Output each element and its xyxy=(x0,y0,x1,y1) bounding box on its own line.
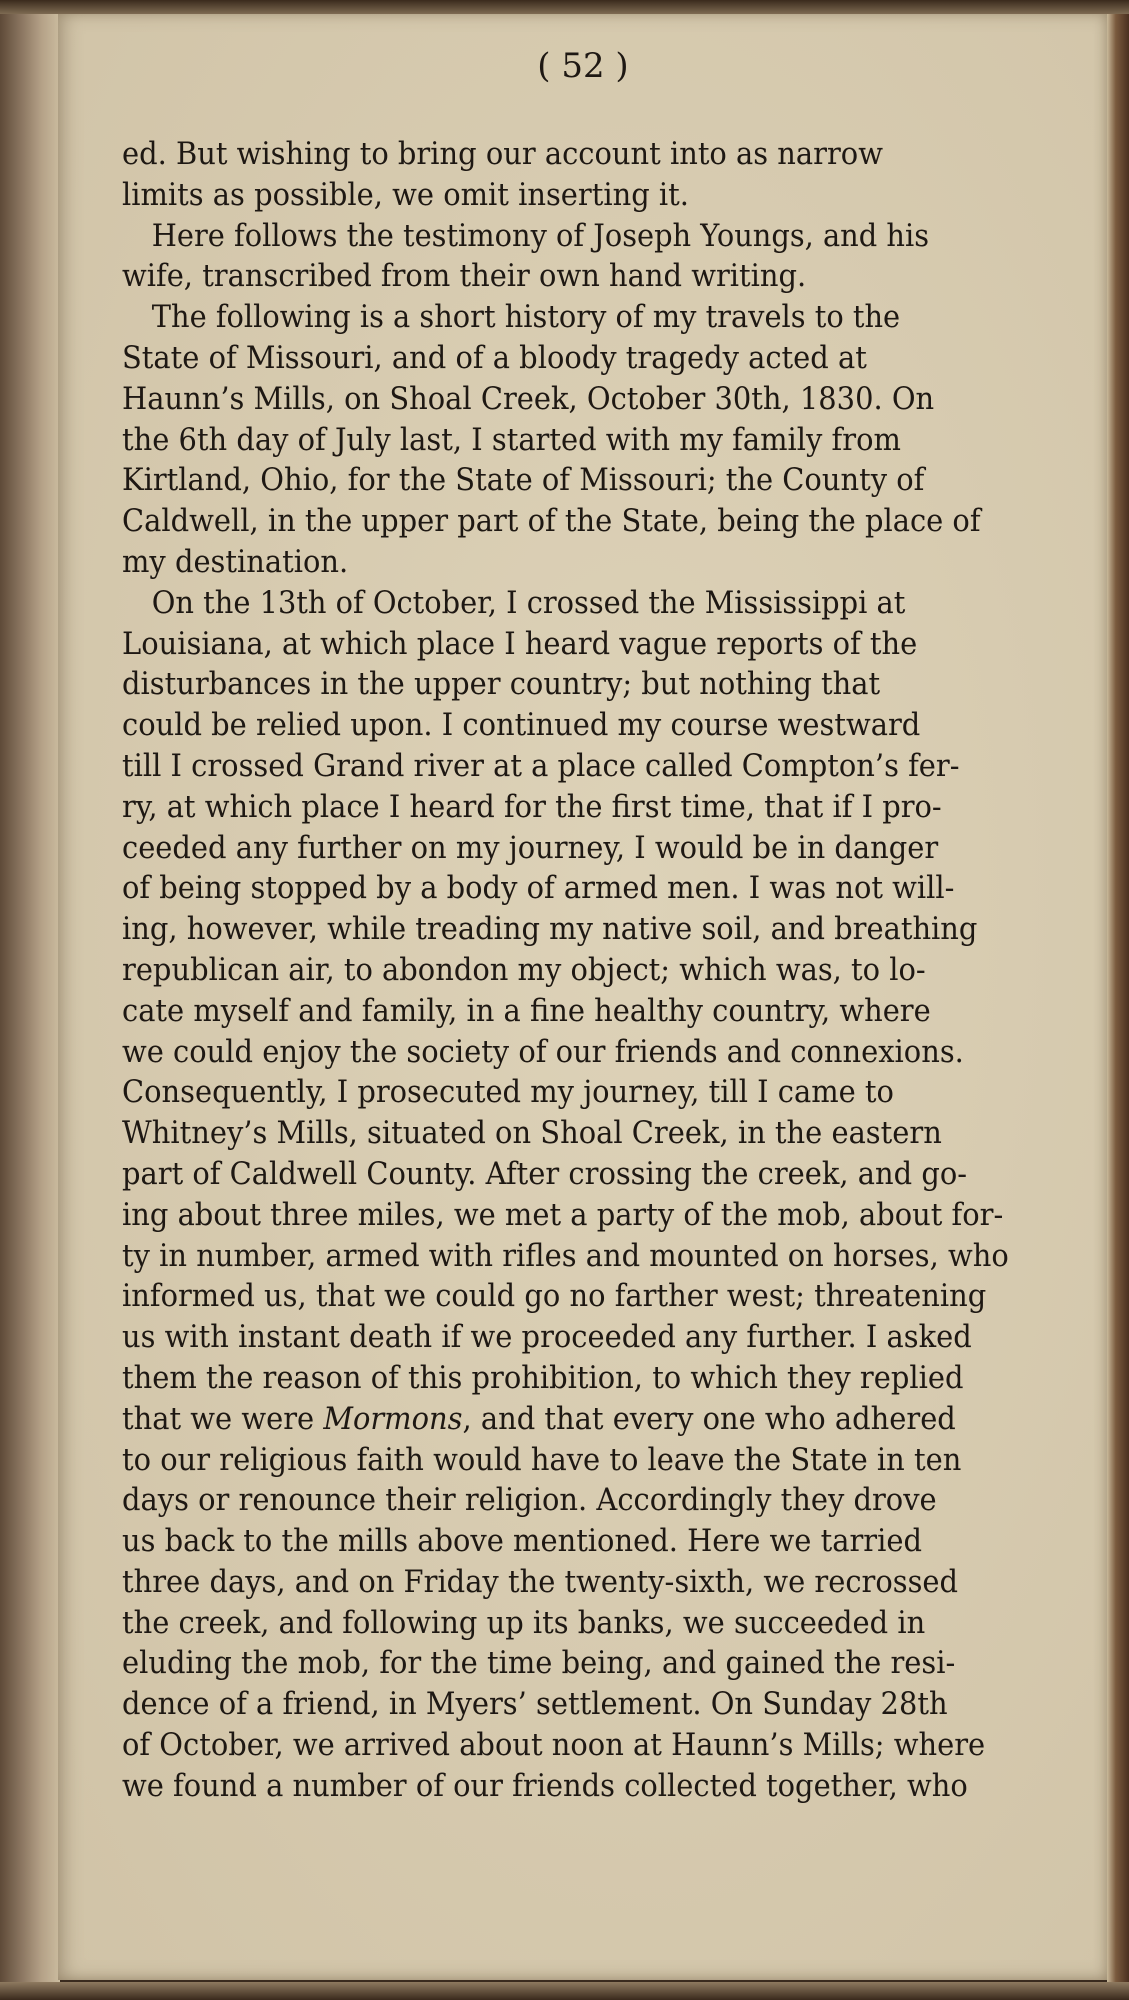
page-body-text xyxy=(122,134,1129,1807)
text-line-content: part of Caldwell County. After crossing the creek, and go- xyxy=(122,1155,968,1192)
text-line xyxy=(122,256,1092,297)
text-line-content: ceeded any further on my journey, I would be in danger xyxy=(122,829,939,866)
text-line xyxy=(122,1480,1092,1521)
text-line-content: The following is a short history of my travels to the xyxy=(151,299,901,336)
text-line-content: that we were xyxy=(122,1400,324,1437)
text-line xyxy=(122,664,1092,705)
text-line-continuation: , and that every one who adhered xyxy=(462,1400,956,1437)
text-line-content: informed us, that we could go no farther west; threatening xyxy=(122,1278,987,1315)
text-line xyxy=(122,705,1092,746)
text-line-content: them the reason of this prohibition, to which they replied xyxy=(122,1359,964,1396)
text-line-content: On the 13th of October, I crossed the Mississippi at xyxy=(151,584,906,621)
text-line-content: Louisiana, at which place I heard vague reports of the xyxy=(122,625,918,662)
text-line xyxy=(122,1317,1092,1358)
text-line xyxy=(122,420,1092,461)
text-line xyxy=(122,1643,1092,1684)
text-line xyxy=(122,1154,1092,1195)
text-line xyxy=(122,1521,1092,1562)
text-line-content: days or renounce their religion. Accordingly they drove xyxy=(122,1482,937,1519)
book-page xyxy=(58,12,1108,1980)
text-line xyxy=(122,787,1092,828)
book-binding-edge xyxy=(0,0,60,2000)
text-line xyxy=(122,134,1092,175)
text-line xyxy=(122,1276,1092,1317)
text-line xyxy=(122,501,1092,542)
text-line-content: ry, at which place I heard for the first time, that if I pro- xyxy=(122,788,942,825)
text-line xyxy=(122,1562,1092,1603)
text-line-content: Haunn’s Mills, on Shoal Creek, October 30th, 1830. On xyxy=(122,380,935,417)
text-line xyxy=(122,868,1092,909)
text-line xyxy=(122,379,1092,420)
text-line xyxy=(122,1358,1092,1399)
text-line-content: limits as possible, we omit inserting it. xyxy=(122,176,689,213)
scan-bottom-edge xyxy=(0,1982,1129,2000)
text-line xyxy=(122,1440,1092,1481)
text-line-content: ing about three miles, we met a party of the mob, about for- xyxy=(122,1196,1004,1233)
text-line-content: dence of a friend, in Myers’ settlement. On Sunday 28th xyxy=(122,1686,948,1723)
text-line-content: eluding the mob, for the time being, and gained the resi- xyxy=(122,1645,956,1682)
text-line-content: till I crossed Grand river at a place called Compton’s fer- xyxy=(122,747,960,784)
text-line xyxy=(122,1072,1092,1113)
text-line-content: of October, we arrived about noon at Haunn’s Mills; where xyxy=(122,1727,986,1764)
text-line xyxy=(122,624,1092,665)
text-line-content: three days, and on Friday the twenty-sixth, we recrossed xyxy=(122,1563,959,1600)
text-line-content: us back to the mills above mentioned. Here we tarried xyxy=(122,1523,922,1560)
text-line xyxy=(122,297,1090,338)
text-line xyxy=(122,338,1092,379)
text-line-content: we found a number of our friends collected together, who xyxy=(122,1767,968,1804)
text-line xyxy=(122,460,1092,501)
italic-word: Mormons xyxy=(323,1400,463,1437)
text-line-content: ing, however, while treading my native soil, and breathing xyxy=(122,911,978,948)
page-fore-edge xyxy=(1107,0,1129,2000)
text-line-content: Consequently, I prosecuted my journey, till I came to xyxy=(122,1074,894,1111)
page-number: ( 52 ) xyxy=(537,46,629,86)
text-line xyxy=(122,175,1092,216)
text-line xyxy=(122,1399,1092,1440)
text-line xyxy=(122,583,1090,624)
text-line-content: us with instant death if we proceeded any further. I asked xyxy=(122,1319,972,1356)
text-line-content: ty in number, armed with rifles and mounted on horses, who xyxy=(122,1237,1009,1274)
text-line-content: of being stopped by a body of armed men. I was not will- xyxy=(122,870,955,907)
text-line xyxy=(122,1113,1092,1154)
text-line xyxy=(122,1684,1092,1725)
text-line-content: ed. But wishing to bring our account into as narrow xyxy=(122,136,883,172)
text-line-content: we could enjoy the society of our friends and connexions. xyxy=(122,1033,964,1070)
text-line-content: Here follows the testimony of Joseph Youngs, and his xyxy=(151,217,930,254)
text-line-content: the 6th day of July last, I started with my family from xyxy=(122,421,901,458)
text-line-content: Whitney’s Mills, situated on Shoal Creek, in the eastern xyxy=(122,1115,942,1152)
text-line-content: my destination. xyxy=(122,543,349,580)
text-line xyxy=(122,1725,1092,1766)
text-line xyxy=(122,1195,1092,1236)
text-line-content: Kirtland, Ohio, for the State of Missouri; the County of xyxy=(122,462,925,499)
scan-top-edge xyxy=(0,0,1129,14)
text-line xyxy=(122,1603,1092,1644)
text-line-content: to our religious faith would have to leave the State in ten xyxy=(122,1441,962,1478)
text-line xyxy=(122,1236,1092,1277)
text-line xyxy=(122,216,1090,257)
text-line xyxy=(122,991,1092,1032)
text-line xyxy=(122,828,1092,869)
text-line-content: wife, transcribed from their own hand writing. xyxy=(122,258,807,295)
text-line xyxy=(122,950,1092,991)
text-line xyxy=(122,542,1092,583)
text-line-content: State of Missouri, and of a bloody tragedy acted at xyxy=(122,339,867,376)
text-line-content: Caldwell, in the upper part of the State, being the place of xyxy=(122,503,981,540)
text-line xyxy=(122,1032,1092,1073)
text-line xyxy=(122,1766,1092,1807)
text-line-content: republican air, to abondon my object; which was, to lo- xyxy=(122,951,926,988)
text-line xyxy=(122,746,1092,787)
text-line-content: the creek, and following up its banks, we succeeded in xyxy=(122,1604,926,1641)
text-line-content: could be relied upon. I continued my course westward xyxy=(122,707,921,744)
text-line-content: disturbances in the upper country; but nothing that xyxy=(122,666,881,703)
text-line xyxy=(122,909,1092,950)
text-line-content: cate myself and family, in a fine healthy country, where xyxy=(122,992,931,1029)
